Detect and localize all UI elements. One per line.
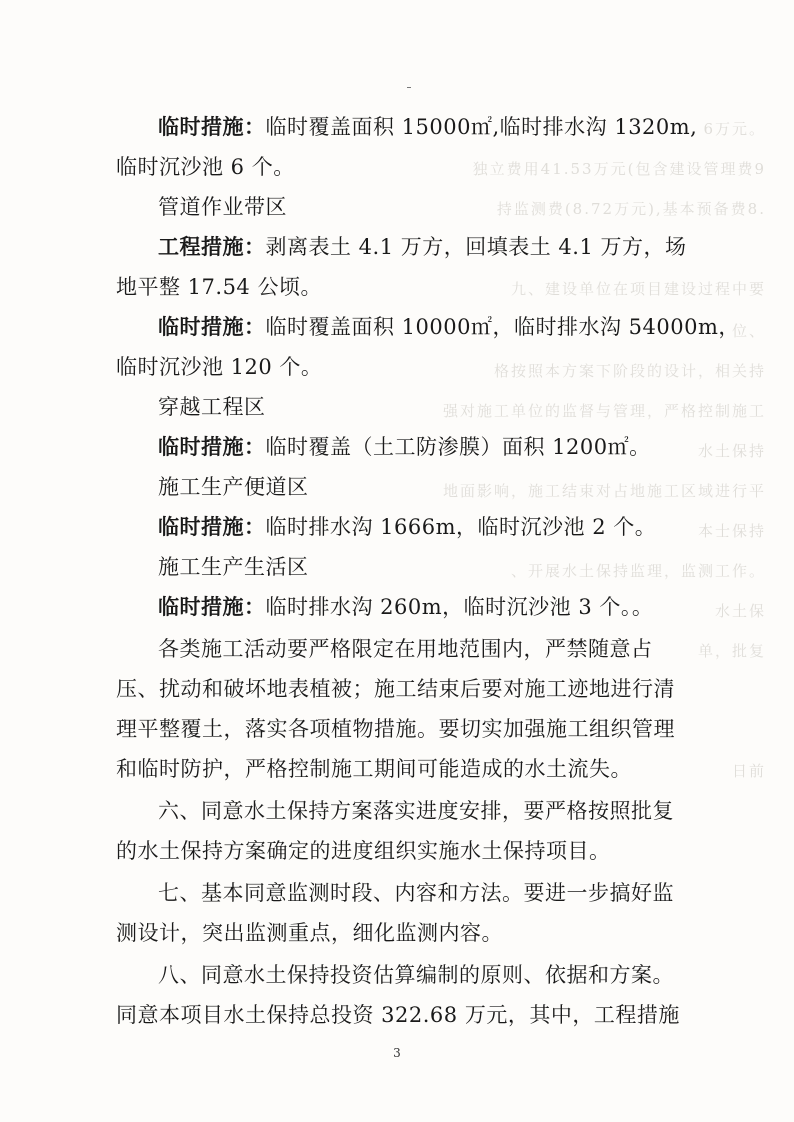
paragraph-text: 理平整覆土，落实各项植物措施。要切实加强施工组织管理 <box>116 717 675 741</box>
paragraph-line <box>0 796 794 826</box>
bleed-through-text: 位、 <box>731 322 766 340</box>
paragraph-line <box>0 918 794 948</box>
measure-text: 临时覆盖面积 15000㎡,临时排水沟 1320m, <box>265 115 698 139</box>
paragraph-text: 和临时防护，严格控制施工期间可能造成的水土流失。 <box>116 757 632 781</box>
section-heading-text: 穿越工程区 <box>158 395 266 419</box>
scan-speck <box>407 87 411 88</box>
paragraph-line <box>0 272 794 302</box>
bleed-through-text: 格按照本方案下阶段的设计，相关持 <box>493 362 766 380</box>
bleed-through-text: 本士保持 <box>697 522 766 540</box>
measure-line <box>0 592 794 622</box>
section-heading <box>0 472 794 502</box>
measure-label: 临时措施： <box>158 435 266 459</box>
measure-line <box>0 232 794 262</box>
measure-text: 临时覆盖（土工防渗膜）面积 1200㎡。 <box>265 435 651 459</box>
bleed-through-text: 日前 <box>731 762 766 780</box>
measure-line <box>0 512 794 542</box>
section-heading-text: 管道作业带区 <box>158 195 287 219</box>
measure-text: 临时排水沟 1666m，临时沉沙池 2 个。 <box>265 515 657 539</box>
measure-line <box>0 432 794 462</box>
paragraph-line <box>0 714 794 744</box>
measure-line <box>0 312 794 342</box>
paragraph-line <box>0 674 794 704</box>
measure-label: 临时措施： <box>158 515 266 539</box>
paragraph-text: 临时沉沙池 6 个。 <box>116 155 295 179</box>
bleed-through-text: 水土保持 <box>697 442 766 460</box>
measure-label: 临时措施： <box>158 115 266 139</box>
paragraph-text: 地平整 17.54 公顷。 <box>116 275 322 299</box>
section-heading-text: 施工生产便道区 <box>158 475 309 499</box>
paragraph-line <box>0 1000 794 1030</box>
measure-label: 临时措施： <box>158 595 266 619</box>
paragraph-text: 测设计，突出监测重点，细化监测内容。 <box>116 921 503 945</box>
paragraph-text: 七、基本同意监测时段、内容和方法。要进一步搞好监 <box>158 881 674 905</box>
section-heading <box>0 392 794 422</box>
paragraph-line <box>0 152 794 182</box>
bleed-through-text: 九、建设单位在项目建设过程中要 <box>510 280 766 298</box>
measure-text: 临时排水沟 260m，临时沉沙池 3 个。。 <box>265 595 654 619</box>
section-heading-text: 施工生产生活区 <box>158 555 309 579</box>
section-heading <box>0 552 794 582</box>
paragraph-text: 压、扰动和破坏地表植被；施工结束后要对施工迹地进行清 <box>116 677 675 701</box>
measure-label: 工程措施： <box>158 235 266 259</box>
paragraph-text: 各类施工活动要严格限定在用地范围内，严禁随意占 <box>158 637 653 661</box>
paragraph-text: 同意本项目水土保持总投资 322.68 万元，其中，工程措施 <box>116 1003 680 1027</box>
section-heading <box>0 192 794 222</box>
paragraph-text: 八、同意水土保持投资估算编制的原则、依据和方案。 <box>158 963 674 987</box>
bleed-through-text: 水土保 <box>714 602 766 620</box>
paragraph-line <box>0 634 794 664</box>
bleed-through-text: 6万元。 <box>703 120 766 138</box>
page-number: 3 <box>393 1046 401 1060</box>
measure-text: 剥离表土 4.1 万方，回填表土 4.1 万方，场 <box>265 235 687 259</box>
paragraph-line <box>0 352 794 382</box>
bleed-through-text: 地面影响，施工结束对占地施工区域进行平 <box>442 482 766 500</box>
paragraph-line <box>0 878 794 908</box>
bleed-through-text: 独立费用41.53万元(包含建设管理费9 <box>472 160 766 178</box>
paragraph-text: 六、同意水土保持方案落实进度安排，要严格按照批复 <box>158 799 674 823</box>
measure-label: 临时措施： <box>158 315 266 339</box>
paragraph-line <box>0 960 794 990</box>
paragraph-line <box>0 836 794 866</box>
bleed-through-text: 强对施工单位的监督与管理，严格控制施工 <box>442 402 766 420</box>
paragraph-text: 临时沉沙池 120 个。 <box>116 355 323 379</box>
measure-line <box>0 112 794 142</box>
bleed-through-text: 单，批复 <box>697 642 766 660</box>
paragraph-line <box>0 754 794 784</box>
paragraph-text: 的水土保持方案确定的进度组织实施水土保持项目。 <box>116 839 611 863</box>
measure-text: 临时覆盖面积 10000㎡，临时排水沟 54000m， <box>265 315 740 339</box>
bleed-through-text: 持监测费(8.72万元),基本预备费8. <box>496 200 766 218</box>
bleed-through-text: 、开展水土保持监理，监测工作。 <box>510 562 766 580</box>
